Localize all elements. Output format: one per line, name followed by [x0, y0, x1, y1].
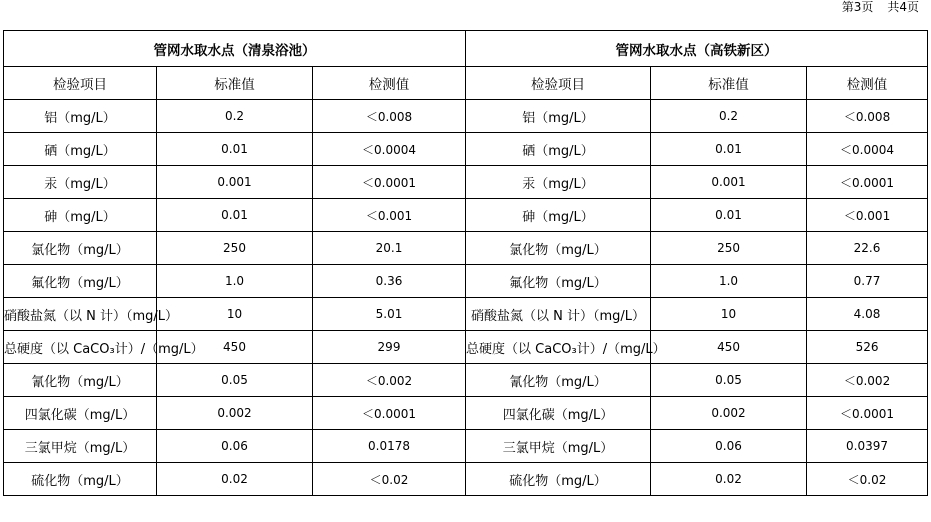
- section-title-row: [4, 31, 928, 67]
- measured-value-right: ＜0.0004: [807, 133, 928, 166]
- measured-value-right: 0.0397: [807, 430, 928, 463]
- standard-value-right: 250: [651, 232, 807, 265]
- standard-value-left: 250: [157, 232, 313, 265]
- table-row: [4, 397, 928, 430]
- measured-value-left: ＜0.002: [313, 364, 466, 397]
- test-item-right: 四氯化碳（mg/L）: [466, 397, 651, 430]
- test-item-right: 硒（mg/L）: [466, 133, 651, 166]
- measured-value-left: ＜0.0001: [313, 397, 466, 430]
- test-item-right: 氟化物（mg/L）: [466, 265, 651, 298]
- current-page-label: 第3页: [841, 0, 874, 14]
- table-row: [4, 298, 928, 331]
- test-item-left: 砷（mg/L）: [4, 199, 157, 232]
- measured-value-left: ＜0.001: [313, 199, 466, 232]
- measured-value-left: 20.1: [313, 232, 466, 265]
- standard-value-right: 1.0: [651, 265, 807, 298]
- measured-value-right: 526: [807, 331, 928, 364]
- standard-value-right: 0.001: [651, 166, 807, 199]
- page-number-info: [842, 0, 919, 14]
- test-item-left: 硝酸盐氮（以 N 计）（mg/L）: [4, 298, 157, 331]
- column-header-row: [4, 67, 928, 100]
- standard-value-left: 0.01: [157, 199, 313, 232]
- water-quality-table: [3, 30, 928, 496]
- header-standard-left: 标准值: [157, 67, 313, 100]
- measured-value-right: ＜0.0001: [807, 166, 928, 199]
- header-measured-right: 检测值: [807, 67, 928, 100]
- table-row: [4, 364, 928, 397]
- measured-value-left: 0.0178: [313, 430, 466, 463]
- measured-value-left: 0.36: [313, 265, 466, 298]
- table-row: [4, 133, 928, 166]
- section-title-right: 管网水取水点（高铁新区）: [466, 31, 928, 67]
- test-item-right: 砷（mg/L）: [466, 199, 651, 232]
- standard-value-right: 0.06: [651, 430, 807, 463]
- test-item-right: 总硬度（以 CaCO₃计）/（mg/L）: [466, 331, 651, 364]
- standard-value-right: 0.01: [651, 199, 807, 232]
- measured-value-left: ＜0.0001: [313, 166, 466, 199]
- standard-value-left: 0.002: [157, 397, 313, 430]
- measured-value-left: ＜0.008: [313, 100, 466, 133]
- table-row: [4, 100, 928, 133]
- standard-value-right: 0.2: [651, 100, 807, 133]
- standard-value-left: 0.01: [157, 133, 313, 166]
- test-item-right: 硫化物（mg/L）: [466, 463, 651, 496]
- measured-value-right: 22.6: [807, 232, 928, 265]
- measured-value-left: ＜0.0004: [313, 133, 466, 166]
- measured-value-right: ＜0.02: [807, 463, 928, 496]
- table-row: [4, 232, 928, 265]
- test-item-right: 氯化物（mg/L）: [466, 232, 651, 265]
- standard-value-right: 450: [651, 331, 807, 364]
- standard-value-left: 0.2: [157, 100, 313, 133]
- test-item-left: 铝（mg/L）: [4, 100, 157, 133]
- test-item-left: 四氯化碳（mg/L）: [4, 397, 157, 430]
- test-item-right: 硝酸盐氮（以 N 计）（mg/L）: [466, 298, 651, 331]
- standard-value-left: 0.02: [157, 463, 313, 496]
- test-item-left: 总硬度（以 CaCO₃计）/（mg/L）: [4, 331, 157, 364]
- header-measured-left: 检测值: [313, 67, 466, 100]
- test-item-left: 三氯甲烷（mg/L）: [4, 430, 157, 463]
- measured-value-right: 0.77: [807, 265, 928, 298]
- standard-value-right: 10: [651, 298, 807, 331]
- measured-value-right: ＜0.008: [807, 100, 928, 133]
- table-row: [4, 166, 928, 199]
- measured-value-left: 5.01: [313, 298, 466, 331]
- table-row: [4, 331, 928, 364]
- standard-value-left: 10: [157, 298, 313, 331]
- measured-value-left: ＜0.02: [313, 463, 466, 496]
- measured-value-left: 299: [313, 331, 466, 364]
- standard-value-right: 0.01: [651, 133, 807, 166]
- test-item-right: 氰化物（mg/L）: [466, 364, 651, 397]
- test-item-left: 硫化物（mg/L）: [4, 463, 157, 496]
- measured-value-right: 4.08: [807, 298, 928, 331]
- header-item-left: 检验项目: [4, 67, 157, 100]
- standard-value-left: 1.0: [157, 265, 313, 298]
- standard-value-left: 0.05: [157, 364, 313, 397]
- test-item-right: 汞（mg/L）: [466, 166, 651, 199]
- standard-value-left: 0.001: [157, 166, 313, 199]
- table-row: [4, 430, 928, 463]
- measured-value-right: ＜0.0001: [807, 397, 928, 430]
- test-item-left: 汞（mg/L）: [4, 166, 157, 199]
- header-standard-right: 标准值: [651, 67, 807, 100]
- section-title-left: 管网水取水点（清泉浴池）: [4, 31, 466, 67]
- test-item-right: 铝（mg/L）: [466, 100, 651, 133]
- standard-value-right: 0.05: [651, 364, 807, 397]
- test-item-left: 氯化物（mg/L）: [4, 232, 157, 265]
- test-item-left: 氰化物（mg/L）: [4, 364, 157, 397]
- standard-value-left: 450: [157, 331, 313, 364]
- table-row: [4, 463, 928, 496]
- standard-value-right: 0.02: [651, 463, 807, 496]
- table-row: [4, 265, 928, 298]
- test-item-left: 氟化物（mg/L）: [4, 265, 157, 298]
- table-row: [4, 199, 928, 232]
- header-item-right: 检验项目: [466, 67, 651, 100]
- test-item-right: 三氯甲烷（mg/L）: [466, 430, 651, 463]
- standard-value-right: 0.002: [651, 397, 807, 430]
- total-pages-label: 共4页: [887, 0, 919, 14]
- measured-value-right: ＜0.001: [807, 199, 928, 232]
- standard-value-left: 0.06: [157, 430, 313, 463]
- measured-value-right: ＜0.002: [807, 364, 928, 397]
- test-item-left: 硒（mg/L）: [4, 133, 157, 166]
